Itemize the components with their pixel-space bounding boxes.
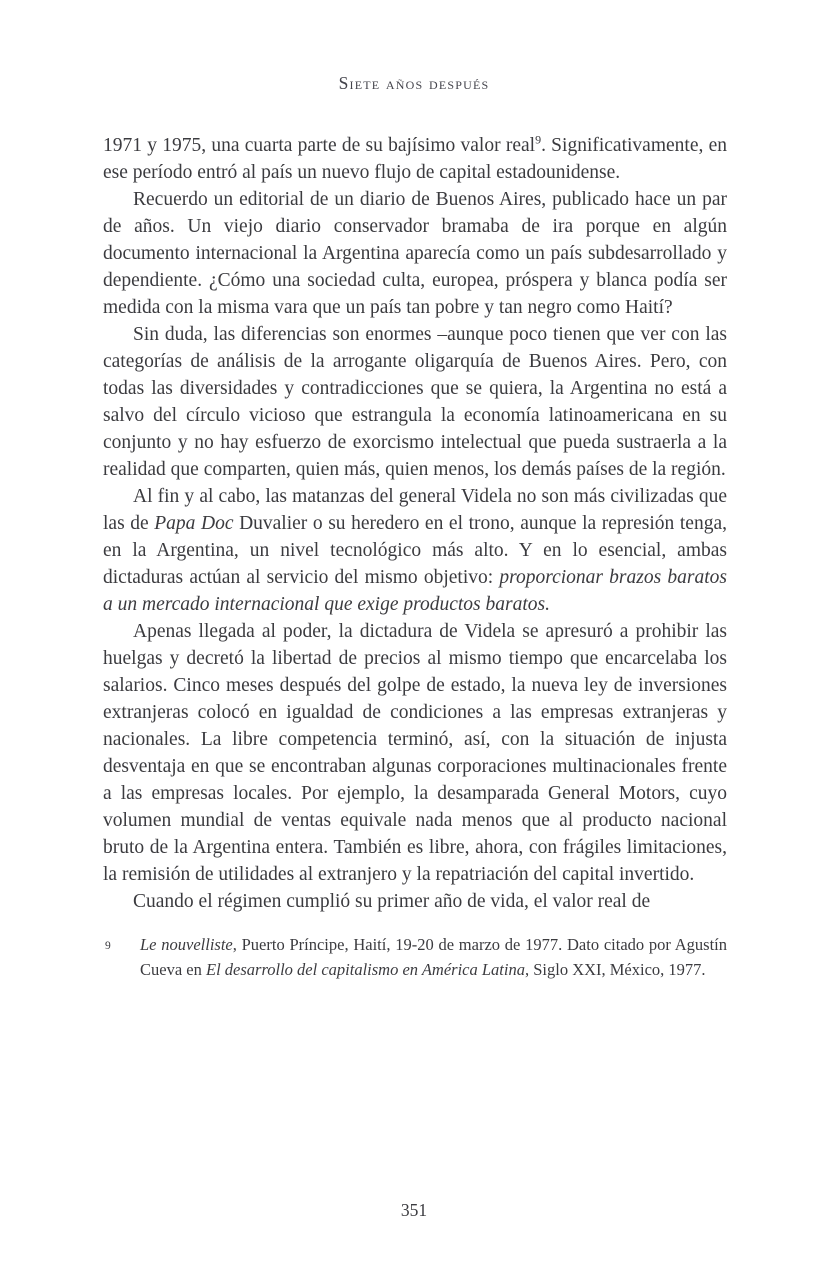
paragraph-text: 1971 y 1975, una cuarta parte de su bajísimo valor real	[103, 135, 536, 156]
running-header: Siete años después	[338, 73, 490, 93]
paragraph: Sin duda, las diferencias son enormes –aunque poco tienen que ver con las categorías de análisis de la arrogante oligarquía de Buenos Aires. Pero, con todas las diversidades y contradicciones que se quiera, la Argentina no está a salvo del círculo vicioso que estrangula la economía latinoamericana en su conjunto y no hay esfuerzo de exorcismo intelectual que pueda sustraerla a la realidad que comparten, quien más, quien menos, los demás países de la región.	[103, 324, 727, 480]
footnote-ref: 9	[535, 132, 542, 147]
footnote	[103, 933, 727, 982]
page-number: 351	[400, 1200, 428, 1220]
paragraph	[103, 483, 727, 618]
italic-title: Le nouvelliste	[140, 935, 233, 954]
footnote-marker: 9	[105, 940, 111, 952]
italic-title: El desarrollo del capitalismo en América Latina	[205, 959, 525, 979]
italic-emphasis: proporcionar brazos baratos a un mercado internacional que exige productos baratos.	[103, 567, 727, 615]
paragraph-text: . Significativamente, en ese período entró al país un nuevo flujo de capital estadounidense.	[103, 135, 728, 183]
text-block	[103, 132, 727, 982]
footnote-text: , Puerto Príncipe, Haití, 19-20 de marzo de 1977. Dato citado por Agustín Cueva en	[140, 935, 728, 979]
paragraph: Apenas llegada al poder, la dictadura de Videla se apresuró a prohibir las huelgas y decretó la libertad de precios al mismo tiempo que encarcelaba los salarios. Cinco meses después del golpe de estado, la nueva ley de inversiones extranjeras colocó en igualdad de condiciones a las empresas extranjeras y nacionales. La libre competencia terminó, así, con la situación de injusta desventaja en que se encontraban algunas corporaciones multinacionales frente a las empresas locales. Por ejemplo, la desamparada General Motors, cuyo volumen mundial de ventas equivale nada menos que al producto nacional bruto de la Argentina entera. También es libre, ahora, con frágiles limitaciones, la remisión de utilidades al extranjero y la repatriación del capital invertido.	[103, 621, 727, 885]
paragraph: Recuerdo un editorial de un diario de Buenos Aires, publicado hace un par de años. Un viejo diario conservador bramaba de ira porque en algún documento internacional la Argentina aparecía como un país subdesarrollado y dependiente. ¿Cómo una sociedad culta, europea, próspera y blanca podía ser medida con la misma vara que un país tan pobre y tan negro como Haití?	[103, 189, 727, 318]
footnote-text: , Siglo XXI, México, 1977.	[524, 959, 706, 979]
italic-title: Papa Doc	[154, 513, 234, 534]
paragraph	[103, 132, 727, 186]
paragraph-text: Duvalier o su heredero en el trono, aunque la represión tenga, en la Argentina, un nivel tecnológico más alto. Y en lo esencial, ambas dictaduras actúan al servicio del mismo objetivo:	[103, 513, 727, 588]
paragraph-text: Al fin y al cabo, las matanzas del general Videla no son más civilizadas que las de	[103, 486, 727, 534]
paragraph: Cuando el régimen cumplió su primer año de vida, el valor real de	[133, 891, 651, 912]
